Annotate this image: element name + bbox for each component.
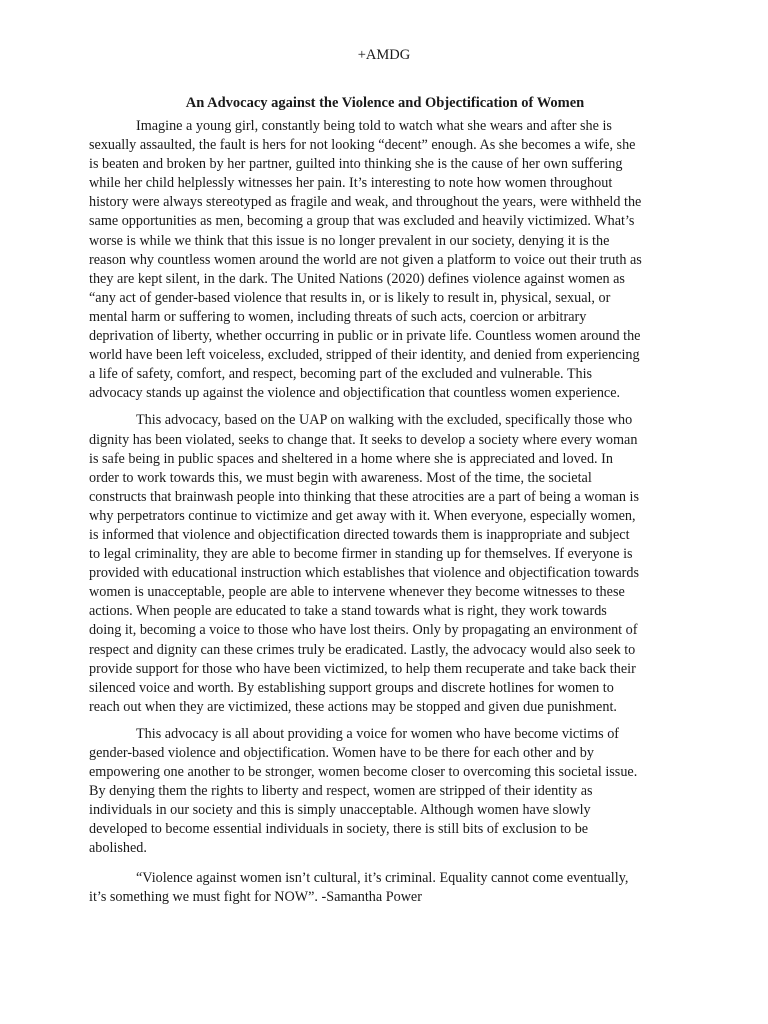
paragraph-line: sexually assaulted, the fault is hers for not looking “decent” enough. As she becomes a wife, she — [89, 137, 636, 154]
paragraph-line: silenced voice and worth. By establishing support groups and discrete hotlines for women to — [89, 679, 614, 696]
document-title: An Advocacy against the Violence and Objectification of Women — [185, 95, 585, 111]
paragraph-line: individuals in our society and this is simply unacceptable. Although women have slowly — [89, 802, 591, 819]
paragraph-line: they are kept silent, in the dark. The United Nations (2020) defines violence against women as — [89, 270, 625, 287]
paragraph-line: is beaten and broken by her partner, guilted into thinking she is the cause of her own suffering — [89, 156, 623, 173]
quote-line: it’s something we must fight for NOW”. -Samantha Power — [89, 888, 422, 905]
paragraph-3 — [89, 725, 681, 859]
paragraph-line: why perpetrators continue to victimize and get away with it. When everyone, especially women, — [89, 507, 636, 524]
paragraph-line: This advocacy, based on the UAP on walking with the excluded, specifically those who — [136, 412, 633, 429]
paragraph-line: to legal criminality, they are able to become firmer in standing up for themselves. If everyone is — [89, 546, 633, 563]
paragraph-line: gender-based violence and objectification. Women have to be there for each other and by — [89, 745, 594, 761]
paragraph-line: reach out when they are victimized, these actions may be stopped and given due punishment. — [89, 698, 617, 715]
paragraph-line: is safe being in public spaces and sheltered in a home where she is appreciated and loved. In — [89, 450, 613, 467]
paragraph-line: is informed that violence and objectification directed towards them is inappropriate and subject — [89, 526, 630, 543]
paragraph-line: “any act of gender-based violence that results in, or is likely to result in, physical, sexual, or — [89, 289, 611, 306]
closing-quote — [89, 869, 681, 907]
paragraph-line: respect and dignity can these crimes truly be eradicated. Lastly, the advocacy would also seek to — [89, 641, 636, 658]
paragraph-line: order to work towards this, we must begin with awareness. Most of the time, the societal — [89, 469, 592, 486]
paragraph-line: This advocacy is all about providing a voice for women who have become victims of — [136, 725, 620, 742]
paragraph-line: Imagine a young girl, constantly being told to watch what she wears and after she is — [136, 118, 612, 134]
paragraph-line: dignity has been violated, seeks to change that. It seeks to develop a society where every woman — [89, 431, 638, 448]
paragraph-line: doing it, becoming a voice to those who have lost theirs. Only by propagating an environment of — [89, 622, 638, 639]
paragraph-line: a life of safety, comfort, and respect, becoming part of the excluded and vulnerable. This — [89, 366, 593, 383]
paragraph-line: same opportunities as men, becoming a group that was excluded and heavily victimized. What’s — [89, 213, 635, 230]
paragraph-line: women is unacceptable, people are able to intervene whenever they become witnesses to these — [89, 584, 625, 601]
paragraph-2 — [89, 411, 681, 717]
paragraph-line: while her child helplessly witnesses her pain. It’s interesting to note how women throughout — [89, 175, 613, 192]
paragraph-line: developed to become essential individuals in society, there is still bits of exclusion to be — [89, 821, 589, 838]
paragraph-1 — [89, 117, 681, 403]
paragraph-line: empowering one another to be stronger, women become closer to overcoming this societal issue. — [89, 764, 638, 781]
paragraph-line: actions. When people are educated to take a stand towards what is right, they work towards — [89, 603, 607, 620]
paragraph-line: history were always stereotyped as fragile and weak, and throughout the years, were withheld the — [89, 194, 642, 211]
paragraph-line: constructs that brainwash people into thinking that these atrocities are a part of being a woman is — [89, 488, 640, 505]
paragraph-line: abolished. — [89, 840, 147, 857]
header-mark: +AMDG — [357, 47, 411, 63]
paragraph-line: By denying them the rights to liberty and respect, women are stripped of their identity as — [89, 783, 593, 800]
paragraph-line: reason why countless women around the world are not given a platform to voice out their truth as — [89, 251, 642, 268]
paragraph-line: world have been left voiceless, excluded, stripped of their identity, and denied from experiencing — [89, 347, 640, 364]
paragraph-line: mental harm or suffering to women, including threats of such acts, coercion or arbitrary — [89, 308, 587, 325]
document-body — [89, 94, 681, 915]
paragraph-line: provide support for those who have been victimized, to help them recuperate and take back their — [89, 660, 636, 677]
quote-line: “Violence against women isn’t cultural, it’s criminal. Equality cannot come eventually, — [136, 869, 629, 886]
paragraph-line: provided with educational instruction which establishes that violence and objectification towards — [89, 565, 640, 582]
paragraph-line: worse is while we think that this issue is no longer prevalent in our society, denying it is the — [89, 232, 610, 249]
paragraph-line: deprivation of liberty, whether occurring in public or in private life. Countless women around the — [89, 328, 641, 345]
paragraph-line: advocacy stands up against the violence and objectification that countless women experience. — [89, 385, 621, 402]
